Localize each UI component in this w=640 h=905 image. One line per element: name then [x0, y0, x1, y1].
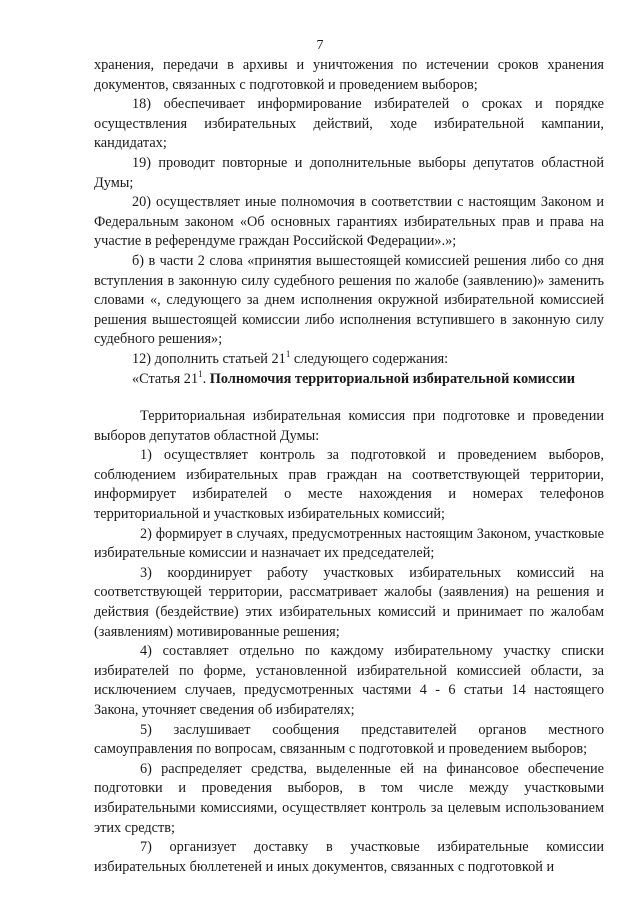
superscript: 1: [285, 349, 291, 360]
article-dot: .: [202, 370, 210, 387]
article-prefix: «Статья 21: [132, 370, 199, 387]
list-item: 1) осуществляет контроль за подготовкой и проведением выборов, соблюдением избирательных прав граждан на соответствующей территории, информирует избирателей о месте нахождения и номерах телефонов территориальной и участковых избирательных комиссий;: [94, 447, 604, 523]
paragraph-item-18: 18) обеспечивает информирование избирателей о сроках и порядке осуществления избирательных действий, ходе избирательной кампании, кандидатах;: [94, 96, 604, 152]
list-item: 3) координирует работу участковых избирательных комиссий на соответствующей территории, рассматривает жалобы (заявления) на решения и действия (бездействие) этих избирательных комиссий и принимает по жалобам (заявлениям) мотивированные решения;: [94, 564, 604, 640]
paragraph-amendment-b: б) в части 2 слова «принятия вышестоящей комиссией решения либо со дня вступления в законную силу судебного решения по жалобе (заявлению)» заменить словами «, следующего за днем исполнения окружной избирательной комиссией решения вышестоящей комиссии либо исполнения вступившего в законную силу судебного решения»;: [94, 252, 604, 348]
article-title: Полномочия территориальной избирательной комиссии: [209, 370, 575, 387]
list-item: 2) формирует в случаях, предусмотренных настоящим Законом, участковые избирательные комиссии и назначает их председателей;: [94, 525, 604, 562]
article-intro: Территориальная избирательная комиссия при подготовке и проведении выборов депутатов областной Думы:: [94, 408, 604, 444]
list-item: 6) распределяет средства, выделенные ей на финансовое обеспечение подготовки и проведения выборов, в том числе между участковыми избирательными комиссиями, осуществляет контроль за целевым использованием этих средств;: [94, 760, 604, 836]
list-item: 7) организует доставку в участковые избирательные комиссии избирательных бюллетеней и иных документов, связанных с подготовкой и: [94, 839, 604, 875]
paragraph-amendment-12: [94, 350, 604, 370]
document-body: [94, 56, 604, 877]
amendment-12-text: 12) дополнить статьей 21: [132, 350, 286, 367]
page-number: 7: [316, 38, 324, 53]
paragraph-item-19: 19) проводит повторные и дополнительные выборы депутатов областной Думы;: [94, 154, 604, 191]
article-heading: [94, 370, 604, 390]
paragraph-continuation: хранения, передачи в архивы и уничтожения по истечении сроков хранения документов, связанных с подготовкой и проведением выборов;: [94, 57, 604, 93]
amendment-12-tail: следующего содержания:: [290, 350, 449, 367]
list-item: 5) заслушивает сообщения представителей органов местного самоуправления по вопросам, связанным с подготовкой и проведением выборов;: [94, 721, 604, 758]
superscript: 1: [198, 368, 203, 379]
list-item: 4) составляет отдельно по каждому избирательному участку списки избирателей по форме, установленной избирательной комиссией области, за исключением случаев, предусмотренных частями 4 - 6 статьи 14 настоящего Закона, уточняет сведения об избирателях;: [94, 643, 604, 718]
spacer: [94, 389, 604, 407]
paragraph-item-20: 20) осуществляет иные полномочия в соответствии с настоящим Законом и Федеральным законом «Об основных гарантиях избирательных прав и права на участие в референдуме граждан Российской Федерации».»;: [94, 194, 604, 250]
